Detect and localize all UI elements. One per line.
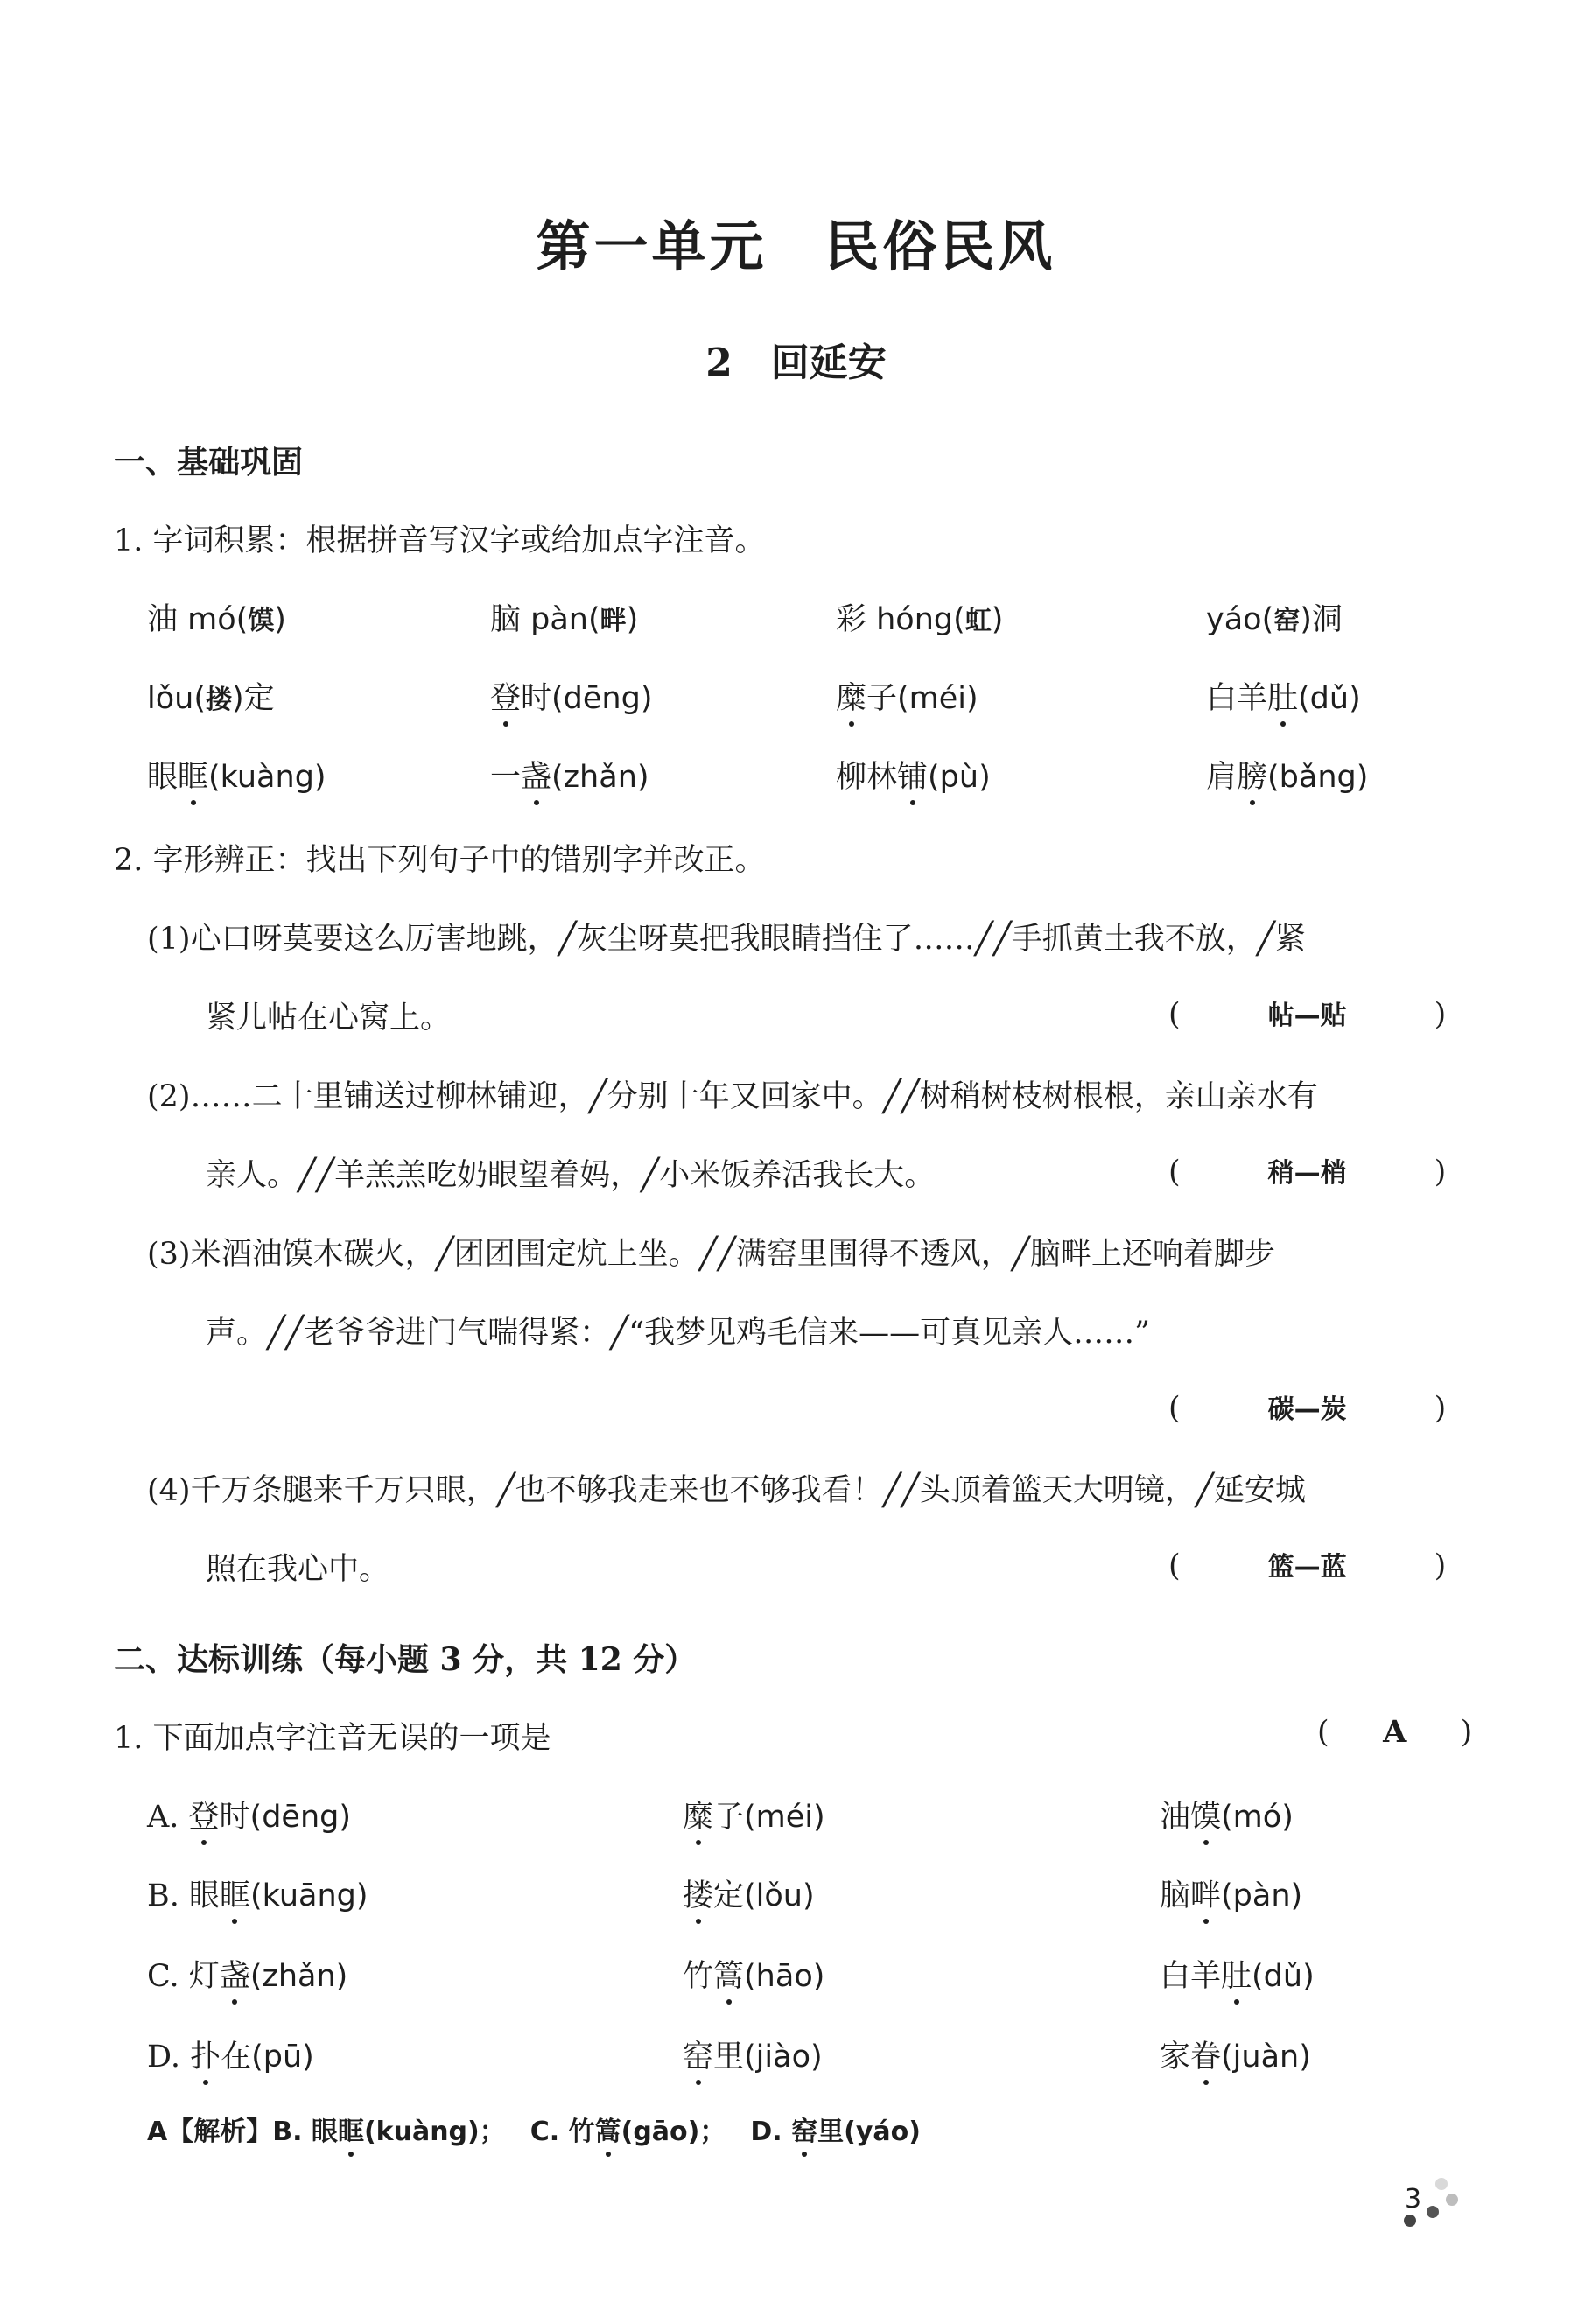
option-suffix: (zhǎn) [249, 1959, 348, 1994]
section-1-heading: 一、基础巩固 [114, 444, 304, 481]
vocab-suffix: ) [991, 602, 1004, 637]
option-suffix: 在(pū) [221, 2040, 314, 2075]
correction-answer: 帖—贴 [1267, 1001, 1347, 1031]
vocab-prefix: 一 [490, 760, 522, 795]
vocab-item [836, 674, 978, 718]
dotted-character: 窑 [791, 2110, 817, 2148]
mc-option-item [683, 1793, 825, 1836]
analysis-part [272, 2117, 506, 2147]
analysis-suffix: 里(yáo) [817, 2117, 921, 2147]
option-suffix: 定(lǒu) [713, 1878, 815, 1913]
mc-option-item [147, 1793, 351, 1836]
vocab-prefix: 油 mó( [147, 602, 249, 637]
sentence-line: (4)千万条腿来千万只眼，╱也不够我走来也不够我看！╱╱头顶着篮天大明镜，╱延安城 [147, 1473, 1306, 1508]
correction-answer-box: ( 稍—梢 ) [1168, 1151, 1446, 1190]
mc-option-item [1160, 1871, 1302, 1915]
vocab-item [490, 753, 649, 797]
dotted-character: 糜 [683, 1793, 713, 1836]
analysis-prefix: B. 眼 [272, 2117, 338, 2147]
dotted-character: 眷 [1190, 2033, 1221, 2076]
mc-option-item [1160, 2033, 1311, 2076]
correction-answer-box: ( 碳—炭 ) [1168, 1387, 1446, 1426]
filled-answer: 搂 [205, 685, 232, 715]
vocab-item [490, 595, 638, 639]
vocab-item [147, 753, 326, 797]
option-prefix: A. [147, 1800, 189, 1835]
option-suffix: (hāo) [744, 1959, 825, 1994]
vocab-item [490, 674, 652, 718]
analysis-prefix: C. 竹 [529, 2117, 595, 2147]
vocab-suffix: 时(dēng) [521, 681, 653, 716]
option-suffix: 时(dēng) [219, 1800, 352, 1835]
filled-answer: 畔 [600, 606, 627, 636]
question-2-stem: 2. 字形辨正：找出下列句子中的错别字并改正。 [114, 843, 766, 878]
option-suffix: (dǔ) [1252, 1959, 1315, 1994]
mc-option-item [1160, 1952, 1315, 1996]
section-2-heading: 二、达标训练（每小题 3 分，共 12 分） [114, 1641, 697, 1678]
vocab-suffix: ) [626, 602, 639, 637]
dotted-character: 眶 [178, 753, 208, 797]
dotted-character: 畔 [1190, 1871, 1221, 1915]
dotted-character: 篙 [595, 2110, 621, 2148]
option-prefix: 白羊 [1160, 1959, 1222, 1994]
filled-answer: 窑 [1273, 606, 1301, 636]
dotted-character: 膀 [1237, 753, 1267, 797]
sentence-line: (3)米酒油馍木碳火，╱团团围定炕上坐。╱╱满窑里围得不透风，╱脑畔上还响着脚步 [147, 1237, 1275, 1272]
vocab-prefix: lǒu( [147, 681, 206, 716]
vocab-prefix: 脑 pàn( [490, 602, 600, 637]
vocab-item [1206, 595, 1343, 639]
vocab-item [147, 674, 275, 718]
dotted-character: 糜 [836, 674, 866, 718]
dotted-character: 眶 [220, 1871, 250, 1915]
vocab-suffix: )定 [231, 681, 275, 716]
vocab-item [836, 595, 1003, 639]
analysis-suffix: (gāo)； [621, 2117, 726, 2147]
vocab-suffix: ) [274, 602, 286, 637]
filled-answer: 虹 [964, 606, 992, 636]
vocab-item [1206, 674, 1361, 718]
vocab-item [1206, 753, 1368, 797]
mc-answer: A [1383, 1714, 1407, 1750]
analysis-suffix: (kuàng)； [363, 2117, 506, 2147]
analysis-part [530, 2117, 726, 2147]
vocab-suffix: (bǎng) [1267, 760, 1369, 795]
sentence-line: 声。╱╱老爷爷进门气喘得紧：╱“我梦见鸡毛信来——可真见亲人……” [206, 1316, 1151, 1351]
correction-answer: 稍—梢 [1267, 1158, 1347, 1189]
filled-answer: 馍 [248, 606, 275, 636]
option-prefix: 油 [1160, 1800, 1191, 1835]
dotted-character: 窑 [683, 2033, 713, 2076]
dotted-character: 篙 [713, 1952, 744, 1996]
mc-question-stem: 1. 下面加点字注音无误的一项是 [114, 1721, 551, 1756]
vocab-prefix: 柳林 [836, 760, 898, 795]
dotted-character: 肚 [1267, 674, 1298, 718]
vocab-prefix: 肩 [1206, 760, 1238, 795]
option-prefix: D. [147, 2040, 191, 2075]
option-prefix: 家 [1160, 2040, 1191, 2075]
vocab-suffix: (zhǎn) [551, 760, 649, 795]
mc-option-item [1160, 1793, 1294, 1836]
analysis-line [147, 2110, 921, 2148]
vocab-suffix: (kuàng) [208, 760, 326, 795]
sentence-line: (2)……二十里铺送过柳林铺迎，╱分别十年又回家中。╱╱树稍树枝树根根，亲山亲水有 [147, 1079, 1318, 1114]
dotted-character: 铺 [897, 753, 928, 797]
correction-answer: 篮—蓝 [1267, 1552, 1347, 1583]
decor-dot [1446, 2194, 1458, 2206]
mc-option-item [147, 2033, 314, 2076]
option-suffix: 子(méi) [713, 1800, 825, 1835]
correction-answer: 碳—炭 [1267, 1394, 1347, 1425]
analysis-lead: A【解析】 [147, 2117, 273, 2147]
option-suffix: 里(jiào) [713, 2040, 823, 2075]
dotted-character: 登 [490, 674, 521, 718]
dotted-character: 登 [189, 1793, 220, 1836]
analysis-prefix: D. [750, 2117, 792, 2147]
sentence-line: 紧儿帖在心窝上。 [206, 1001, 452, 1036]
mc-answer-box: ( A ) [1317, 1714, 1473, 1750]
dotted-character: 盏 [220, 1952, 250, 1996]
vocab-prefix: 彩 hóng( [836, 602, 965, 637]
dotted-character: 眶 [338, 2110, 364, 2148]
dotted-character: 盏 [521, 753, 551, 797]
dotted-character: 馍 [1190, 1793, 1221, 1836]
vocab-suffix: (dǔ) [1298, 681, 1361, 716]
mc-option-item [147, 1952, 347, 1996]
page-number: 3 [1405, 2184, 1422, 2215]
vocab-prefix: 眼 [147, 760, 179, 795]
option-suffix: (mó) [1221, 1800, 1294, 1835]
vocab-suffix: )洞 [1300, 602, 1343, 637]
unit-title: 第一单元 民俗民风 [536, 214, 1056, 278]
vocab-suffix: 子(méi) [866, 681, 978, 716]
sentence-line: (1)心口呀莫要这么厉害地跳，╱灰尘呀莫把我眼睛挡住了……╱╱手抓黄土我不放，╱紧 [147, 922, 1306, 957]
sentence-line: 照在我心中。 [206, 1552, 390, 1587]
vocab-prefix: yáo( [1206, 602, 1274, 637]
option-prefix: 竹 [683, 1959, 714, 1994]
decor-dot [1427, 2206, 1439, 2218]
option-suffix: (kuāng) [250, 1878, 368, 1913]
mc-option-item [683, 2033, 823, 2076]
vocab-item [147, 595, 286, 639]
sentence-line: 亲人。╱╱羊羔羔吃奶眼望着妈，╱小米饭养活我长大。 [206, 1158, 936, 1193]
correction-answer-box: ( 篮—蓝 ) [1168, 1545, 1446, 1583]
decor-dot [1435, 2178, 1448, 2190]
vocab-suffix: (pù) [928, 760, 991, 795]
option-prefix: C. 灯 [147, 1959, 220, 1994]
lesson-title: 2 回延安 [705, 341, 887, 385]
option-prefix: B. 眼 [147, 1878, 220, 1913]
correction-answer-box: ( 帖—贴 ) [1168, 993, 1446, 1032]
option-prefix: 脑 [1160, 1878, 1191, 1913]
dotted-character: 肚 [1221, 1952, 1252, 1996]
dotted-character: 搂 [683, 1871, 713, 1915]
decor-dot [1404, 2215, 1416, 2227]
option-suffix: (juàn) [1221, 2040, 1311, 2075]
vocab-prefix: 白羊 [1206, 681, 1268, 716]
question-1-stem: 1. 字词积累：根据拼音写汉字或给加点字注音。 [114, 523, 766, 558]
mc-option-item [683, 1871, 815, 1915]
option-suffix: (pàn) [1221, 1878, 1303, 1913]
analysis-part [750, 2117, 921, 2147]
dotted-character: 扑 [190, 2033, 221, 2076]
mc-option-item [683, 1952, 824, 1996]
vocab-item [836, 753, 991, 797]
mc-option-item [147, 1871, 368, 1915]
